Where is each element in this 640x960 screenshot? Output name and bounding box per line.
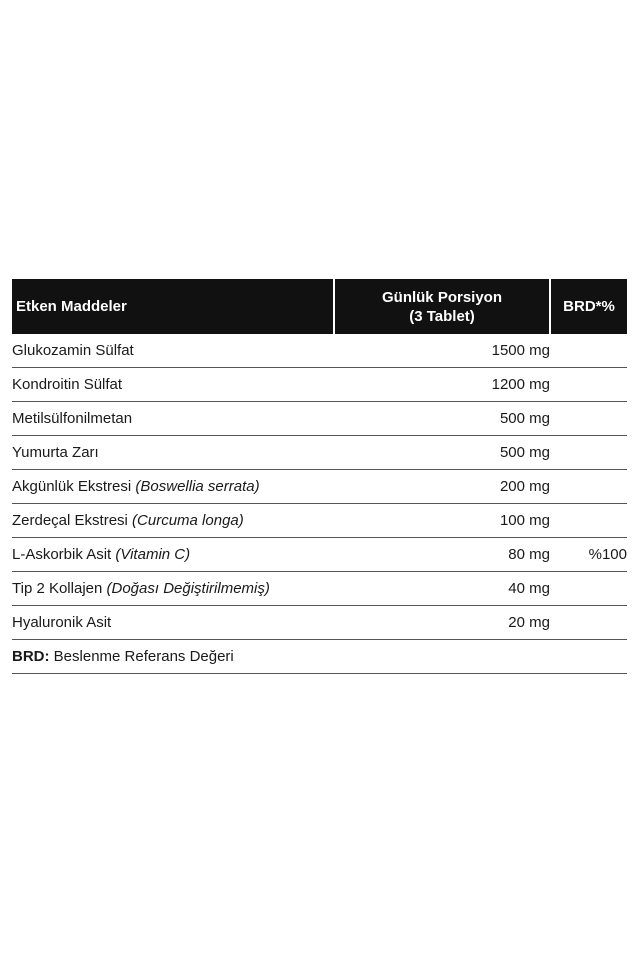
ingredient-latin-name: (Boswellia serrata) bbox=[135, 478, 260, 495]
table-header-row bbox=[12, 279, 627, 334]
ingredient-name bbox=[12, 470, 334, 504]
ingredient-latin-name: (Curcuma longa) bbox=[132, 512, 244, 529]
table-row bbox=[12, 402, 627, 436]
footnote-row bbox=[12, 640, 627, 674]
ingredient-name bbox=[12, 572, 334, 606]
ingredient-name bbox=[12, 368, 334, 402]
table-row bbox=[12, 504, 627, 538]
ingredient-brd bbox=[550, 334, 627, 368]
ingredient-label: Tip 2 Kollajen bbox=[12, 580, 103, 597]
ingredient-brd: %100 bbox=[550, 538, 627, 572]
ingredient-label: Akgünlük Ekstresi bbox=[12, 478, 132, 495]
ingredient-name bbox=[12, 436, 334, 470]
header-daily-serving-line1: Günlük Porsiyon bbox=[381, 288, 502, 306]
ingredient-label: Kondroitin Sülfat bbox=[12, 376, 123, 393]
ingredient-name bbox=[12, 334, 334, 368]
ingredient-amount: 20 mg bbox=[334, 606, 550, 640]
table-row bbox=[12, 436, 627, 470]
ingredient-brd bbox=[550, 572, 627, 606]
ingredient-amount: 80 mg bbox=[334, 538, 550, 572]
ingredient-name bbox=[12, 606, 334, 640]
ingredient-label: Yumurta Zarı bbox=[12, 444, 99, 461]
footnote bbox=[12, 640, 627, 674]
ingredient-amount: 100 mg bbox=[334, 504, 550, 538]
footnote-text: Beslenme Referans Değeri bbox=[53, 648, 234, 665]
ingredient-brd bbox=[550, 470, 627, 504]
header-daily-serving bbox=[334, 279, 550, 334]
ingredient-amount: 500 mg bbox=[334, 436, 550, 470]
ingredient-amount: 500 mg bbox=[334, 402, 550, 436]
ingredient-label: Zerdeçal Ekstresi bbox=[12, 512, 128, 529]
ingredient-label: Glukozamin Sülfat bbox=[12, 342, 134, 359]
footnote-key: BRD: bbox=[12, 648, 50, 665]
ingredient-brd bbox=[550, 606, 627, 640]
ingredient-brd bbox=[550, 402, 627, 436]
table-row bbox=[12, 538, 627, 572]
header-daily-serving-line2: (3 Tablet) bbox=[409, 307, 475, 325]
ingredients-table bbox=[12, 279, 627, 674]
ingredient-latin-name: (Doğası Değiştirilmemiş) bbox=[106, 580, 270, 597]
ingredient-name bbox=[12, 538, 334, 572]
ingredient-name bbox=[12, 402, 334, 436]
ingredient-label: L-Askorbik Asit bbox=[12, 546, 112, 563]
ingredient-amount: 1500 mg bbox=[334, 334, 550, 368]
ingredient-label: Hyaluronik Asit bbox=[12, 614, 112, 631]
table-row bbox=[12, 470, 627, 504]
header-active-ingredients: Etken Maddeler bbox=[12, 279, 334, 334]
ingredient-label: Metilsülfonilmetan bbox=[12, 410, 133, 427]
ingredient-amount: 1200 mg bbox=[334, 368, 550, 402]
ingredient-amount: 200 mg bbox=[334, 470, 550, 504]
ingredient-brd bbox=[550, 504, 627, 538]
ingredient-name bbox=[12, 504, 334, 538]
ingredient-latin-name: (Vitamin C) bbox=[115, 546, 191, 563]
table-row bbox=[12, 334, 627, 368]
table-row bbox=[12, 572, 627, 606]
supplement-facts-table bbox=[12, 279, 627, 674]
ingredient-amount: 40 mg bbox=[334, 572, 550, 606]
table-row bbox=[12, 606, 627, 640]
ingredient-brd bbox=[550, 436, 627, 470]
ingredient-brd bbox=[550, 368, 627, 402]
header-brd-percent: BRD*% bbox=[550, 279, 627, 334]
table-row bbox=[12, 368, 627, 402]
